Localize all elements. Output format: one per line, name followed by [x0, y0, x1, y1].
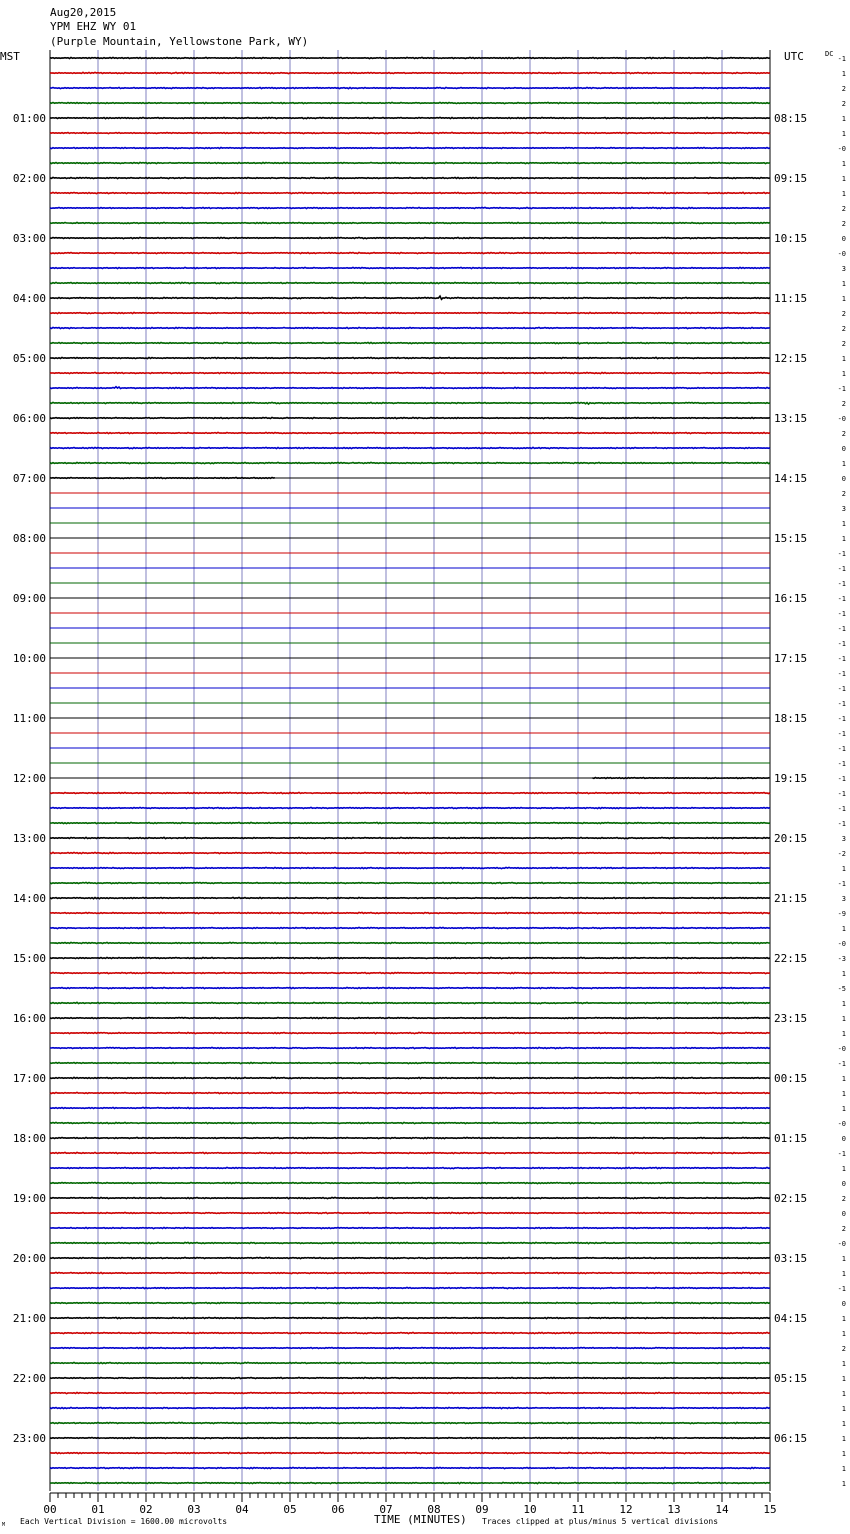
dc-offset: 2	[841, 85, 846, 93]
left-hour-labels	[13, 112, 46, 1445]
dc-offset: 1	[841, 130, 846, 138]
trace-signal	[50, 1437, 770, 1438]
dc-offset: 0	[841, 235, 846, 243]
dc-offset: 1	[841, 1015, 846, 1023]
hour-label-utc: 23:15	[774, 1012, 808, 1025]
x-tick-label: 13	[667, 1503, 681, 1516]
trace-signal	[50, 987, 770, 988]
x-tick-label: 07	[379, 1503, 393, 1516]
trace-signal	[50, 1122, 770, 1123]
hour-label-mst: 03:00	[12, 232, 46, 245]
dc-offset: 1	[841, 1390, 846, 1398]
dc-offset: 1	[841, 460, 846, 468]
dc-offset: 3	[841, 895, 846, 903]
trace-signal	[50, 1152, 770, 1153]
dc-offset: -1	[837, 55, 846, 63]
dc-offset: 1	[841, 280, 846, 288]
hour-label-utc: 14:15	[774, 472, 808, 485]
trace-signal	[50, 132, 770, 133]
trace-signal	[50, 867, 770, 868]
x-tick-label: 01	[91, 1503, 105, 1516]
hour-label-mst: 18:00	[12, 1132, 46, 1145]
dc-offset: 1	[841, 970, 846, 978]
trace-signal	[50, 942, 770, 943]
trace-signal	[50, 882, 770, 883]
dc-offset: -1	[837, 565, 846, 573]
date-label: Aug20,2015	[50, 6, 117, 19]
dc-offset: 1	[841, 1480, 846, 1488]
trace-signal	[50, 1032, 770, 1033]
dc-offset: -1	[837, 880, 846, 888]
trace-signal	[50, 927, 770, 928]
trace-signal	[50, 1407, 770, 1408]
trace-signal	[50, 147, 770, 148]
dc-offset: -0	[837, 1120, 846, 1128]
hour-label-utc: 21:15	[774, 892, 808, 905]
right-timezone-label: UTC	[784, 50, 804, 63]
trace-signal	[50, 447, 770, 448]
dc-offset: 3	[841, 505, 846, 513]
dc-offset: 0	[841, 1300, 846, 1308]
dc-offset: -1	[837, 640, 846, 648]
hour-label-mst: 13:00	[12, 832, 46, 845]
trace-signal	[50, 1302, 770, 1303]
hour-label-utc: 02:15	[774, 1192, 808, 1205]
trace-signal	[50, 1212, 770, 1213]
dc-offset: -1	[837, 625, 846, 633]
dc-offset: 1	[841, 190, 846, 198]
hour-label-mst: 04:00	[12, 292, 46, 305]
x-tick-label: 12	[619, 1503, 633, 1516]
left-timezone-label: MST	[0, 50, 20, 63]
trace-signal	[50, 1242, 770, 1243]
trace-signal	[50, 357, 770, 358]
hour-label-utc: 10:15	[774, 232, 808, 245]
hour-label-mst: 05:00	[12, 352, 46, 365]
dc-offset: 3	[841, 265, 846, 273]
hour-label-utc: 06:15	[774, 1432, 808, 1445]
hour-label-utc: 01:15	[774, 1132, 808, 1145]
trace-signal	[50, 1002, 770, 1003]
dc-offset: -1	[837, 655, 846, 663]
hour-label-utc: 09:15	[774, 172, 808, 185]
dc-offset: 1	[841, 175, 846, 183]
hour-label-utc: 00:15	[774, 1072, 808, 1085]
dc-offset: -1	[837, 820, 846, 828]
dc-offset: -1	[837, 1285, 846, 1293]
trace-signal	[50, 807, 770, 808]
trace-signal	[50, 1362, 770, 1363]
hour-label-mst: 12:00	[12, 772, 46, 785]
dc-offset: 1	[841, 160, 846, 168]
trace-signal	[50, 1392, 770, 1393]
dc-offset: 2	[841, 340, 846, 348]
trace-signal	[50, 837, 770, 838]
dc-offset: 1	[841, 1360, 846, 1368]
trace-signal	[50, 477, 275, 478]
x-tick-label: 09	[475, 1503, 489, 1516]
hour-label-mst: 01:00	[12, 112, 46, 125]
trace-signal	[50, 1047, 770, 1048]
hour-label-utc: 18:15	[774, 712, 808, 725]
dc-offset: 0	[841, 475, 846, 483]
trace-signal	[50, 267, 770, 268]
dc-offset: 1	[841, 1000, 846, 1008]
seismic-traces	[50, 57, 770, 1483]
trace-signal	[50, 1107, 770, 1108]
dc-offset: -0	[837, 145, 846, 153]
dc-offset: -1	[837, 670, 846, 678]
dc-offset: -1	[837, 550, 846, 558]
dc-offset: -0	[837, 1240, 846, 1248]
x-tick-label: 14	[715, 1503, 729, 1516]
trace-signal	[50, 1137, 770, 1138]
dc-offset: -1	[837, 775, 846, 783]
trace-signal	[50, 296, 770, 299]
hour-label-mst: 19:00	[12, 1192, 46, 1205]
dc-offset: 0	[841, 1135, 846, 1143]
hour-label-mst: 08:00	[12, 532, 46, 545]
trace-signal	[50, 1422, 770, 1423]
trace-signal	[50, 177, 770, 178]
trace-signal	[50, 1257, 770, 1258]
trace-signal	[50, 117, 770, 118]
dc-offset: 1	[841, 865, 846, 873]
dc-offset: 2	[841, 490, 846, 498]
trace-signal	[50, 1197, 770, 1198]
dc-offset: 1	[841, 1165, 846, 1173]
trace-signal	[50, 822, 770, 823]
hour-label-utc: 11:15	[774, 292, 808, 305]
footer	[2, 1513, 718, 1528]
trace-signal	[50, 792, 770, 793]
dc-offset: 1	[841, 1435, 846, 1443]
dc-offset: -1	[837, 685, 846, 693]
trace-signal	[50, 387, 770, 389]
trace-signal	[50, 432, 770, 433]
trace-signal	[50, 1272, 770, 1273]
hour-label-utc: 19:15	[774, 772, 808, 785]
trace-signal	[50, 282, 770, 283]
dc-offset: -1	[837, 805, 846, 813]
dc-offset: 1	[841, 370, 846, 378]
right-hour-labels	[774, 112, 807, 1445]
dc-offset: 1	[841, 535, 846, 543]
trace-signal	[50, 1227, 770, 1228]
x-tick-label: 06	[331, 1503, 345, 1516]
scale-note: Each Vertical Division = 1600.00 microvolts	[20, 1517, 228, 1526]
hour-label-mst: 17:00	[12, 1072, 46, 1085]
dc-offset: 2	[841, 1225, 846, 1233]
hour-label-mst: 09:00	[12, 592, 46, 605]
dc-offset: 1	[841, 925, 846, 933]
x-tick-label: 03	[187, 1503, 201, 1516]
hour-label-mst: 22:00	[12, 1372, 46, 1385]
trace-signal	[50, 972, 770, 973]
dc-offset: -1	[837, 1060, 846, 1068]
trace-signal	[50, 1017, 770, 1018]
trace-signal	[50, 342, 770, 343]
dc-offset: 2	[841, 400, 846, 408]
dc-offset: 1	[841, 1420, 846, 1428]
hour-label-utc: 04:15	[774, 1312, 808, 1325]
dc-offset: -1	[837, 385, 846, 393]
hour-label-mst: 10:00	[12, 652, 46, 665]
dc-offset: -1	[837, 595, 846, 603]
dc-offset: 1	[841, 1090, 846, 1098]
trace-signal	[50, 957, 770, 958]
trace-signal	[50, 1452, 770, 1453]
dc-offset: 1	[841, 1315, 846, 1323]
dc-offset: 2	[841, 310, 846, 318]
dc-offset: -0	[837, 250, 846, 258]
trace-signal	[50, 1377, 770, 1378]
x-tick-label: 11	[571, 1503, 585, 1516]
dc-offset: -1	[837, 760, 846, 768]
dc-offset: 1	[841, 1450, 846, 1458]
dc-offset: 1	[841, 1075, 846, 1083]
dc-offset: 1	[841, 295, 846, 303]
dc-offset: 2	[841, 100, 846, 108]
dc-offset: -1	[837, 610, 846, 618]
dc-offset: -9	[837, 910, 846, 918]
hour-label-mst: 16:00	[12, 1012, 46, 1025]
dc-offset: 0	[841, 445, 846, 453]
trace-signal	[50, 1482, 770, 1483]
hour-label-utc: 17:15	[774, 652, 808, 665]
dc-offset: 0	[841, 1210, 846, 1218]
dc-offset: -5	[837, 985, 846, 993]
hour-label-utc: 08:15	[774, 112, 808, 125]
hour-label-utc: 05:15	[774, 1372, 808, 1385]
hour-label-mst: 11:00	[12, 712, 46, 725]
hour-label-mst: 02:00	[12, 172, 46, 185]
dc-offset: 1	[841, 1465, 846, 1473]
hour-label-mst: 23:00	[12, 1432, 46, 1445]
dc-offset: 1	[841, 1030, 846, 1038]
dc-offset: 1	[841, 1330, 846, 1338]
x-axis-title: TIME (MINUTES)	[374, 1513, 467, 1526]
trace-signal	[50, 87, 770, 88]
trace-signal	[50, 207, 770, 208]
dc-offset: -1	[837, 580, 846, 588]
hour-label-mst: 06:00	[12, 412, 46, 425]
trace-signal	[50, 192, 770, 193]
header	[50, 6, 308, 48]
dc-offset: -0	[837, 940, 846, 948]
dc-offset: -1	[837, 1150, 846, 1158]
station-label: YPM EHZ WY 01	[50, 20, 137, 33]
trace-signal	[592, 778, 769, 779]
dc-offset: 1	[841, 70, 846, 78]
dc-offset: 2	[841, 430, 846, 438]
dc-offset: 0	[841, 1180, 846, 1188]
x-tick-label: 05	[283, 1503, 297, 1516]
dc-offset: -1	[837, 700, 846, 708]
trace-signal	[50, 1287, 770, 1288]
trace-signal	[50, 327, 770, 328]
location-label: (Purple Mountain, Yellowstone Park, WY)	[50, 35, 309, 48]
hour-label-utc: 22:15	[774, 952, 808, 965]
dc-offset: -1	[837, 790, 846, 798]
dc-offset: 3	[841, 835, 846, 843]
hour-label-utc: 12:15	[774, 352, 808, 365]
hour-label-utc: 03:15	[774, 1252, 808, 1265]
trace-signal	[50, 222, 770, 223]
hour-label-mst: 15:00	[12, 952, 46, 965]
trace-signal	[50, 1077, 770, 1078]
trace-signal	[50, 402, 770, 404]
hour-label-mst: 21:00	[12, 1312, 46, 1325]
dc-offset: 2	[841, 205, 846, 213]
trace-signal	[50, 1317, 770, 1318]
dc-offset: 2	[841, 220, 846, 228]
hour-label-utc: 16:15	[774, 592, 808, 605]
dc-offset: 2	[841, 1195, 846, 1203]
hour-label-utc: 20:15	[774, 832, 808, 845]
hour-label-mst: 14:00	[12, 892, 46, 905]
x-tick-label: 00	[43, 1503, 57, 1516]
dc-offset: -1	[837, 730, 846, 738]
corner-mark: M	[2, 1522, 6, 1528]
dc-offset: -3	[837, 955, 846, 963]
dc-label: DC	[825, 50, 834, 58]
dc-offset: 1	[841, 1105, 846, 1113]
dc-offset: -0	[837, 415, 846, 423]
dc-offset: 1	[841, 1270, 846, 1278]
x-tick-label: 08	[427, 1503, 441, 1516]
dc-offset-labels	[838, 55, 846, 1488]
trace-signal	[50, 372, 770, 373]
x-tick-label: 04	[235, 1503, 249, 1516]
hour-label-utc: 15:15	[774, 532, 808, 545]
trace-signal	[50, 162, 770, 163]
trace-signal	[50, 1092, 770, 1093]
dc-offset: -1	[837, 715, 846, 723]
trace-signal	[50, 1347, 770, 1348]
x-tick-label: 02	[139, 1503, 153, 1516]
dc-offset: 1	[841, 520, 846, 528]
trace-signal	[50, 1167, 770, 1168]
dc-offset: 1	[841, 355, 846, 363]
trace-signal	[50, 1182, 770, 1183]
x-tick-label: 10	[523, 1503, 537, 1516]
dc-offset: 1	[841, 115, 846, 123]
hour-label-mst: 07:00	[12, 472, 46, 485]
dc-offset: 1	[841, 1405, 846, 1413]
dc-offset: -0	[837, 1045, 846, 1053]
dc-offset: -1	[837, 745, 846, 753]
x-tick-label: 15	[763, 1503, 777, 1516]
minute-grid	[50, 50, 770, 1491]
dc-offset: -2	[837, 850, 846, 858]
trace-signal	[50, 1062, 770, 1063]
trace-signal	[50, 852, 770, 853]
dc-offset: 1	[841, 1255, 846, 1263]
dc-offset: 1	[841, 1375, 846, 1383]
trace-signal	[50, 462, 770, 463]
trace-signal	[50, 102, 770, 103]
clip-note: Traces clipped at plus/minus 5 vertical divisions	[482, 1517, 719, 1526]
trace-signal	[50, 1467, 770, 1468]
dc-offset: 2	[841, 1345, 846, 1353]
trace-signal	[50, 57, 770, 58]
hour-label-mst: 20:00	[12, 1252, 46, 1265]
dc-offset: 2	[841, 325, 846, 333]
trace-signal	[50, 1332, 770, 1333]
trace-signal	[50, 237, 770, 238]
trace-signal	[50, 912, 770, 913]
trace-signal	[50, 417, 770, 418]
hour-label-utc: 13:15	[774, 412, 808, 425]
trace-signal	[50, 72, 770, 73]
trace-signal	[50, 252, 770, 253]
trace-signal	[50, 312, 770, 313]
trace-signal	[50, 897, 770, 898]
